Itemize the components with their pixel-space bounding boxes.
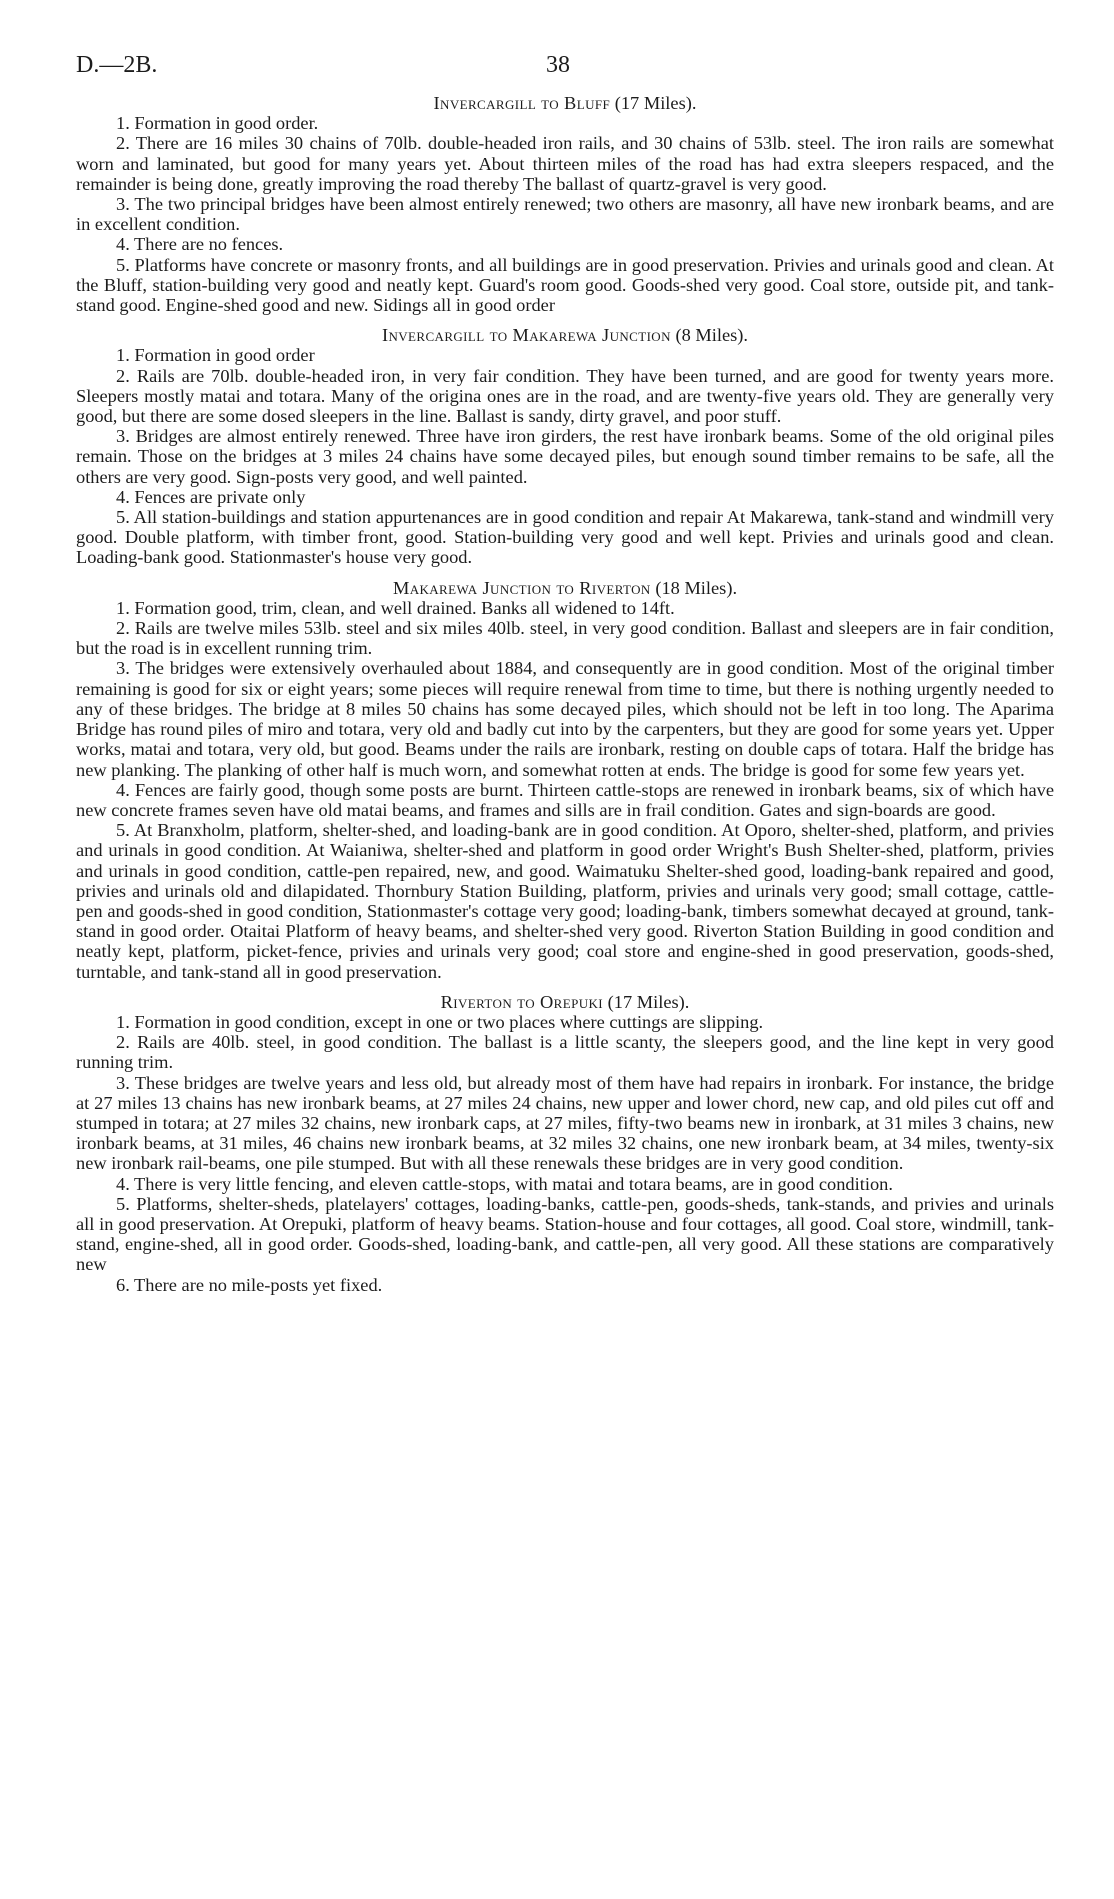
section-invercargill-bluff	[76, 93, 1054, 315]
paragraph: 1. Formation in good condition, except in one or two places where cuttings are slipping.	[116, 1011, 764, 1032]
paragraph: 1. Formation good, trim, clean, and well drained. Banks all widened to 14ft.	[116, 597, 675, 618]
section-invercargill-makarewa	[76, 325, 1054, 567]
paragraph: 2. There are 16 miles 30 chains of 70lb. double-headed iron rails, and 30 chains of 53lb. steel. The iron rails are somewhat worn and laminated, but good for many years yet. About thirteen miles of the road has had extra sleepers respaced, and the remainder is being done, greatly improving the road thereby The ballast of quartz-gravel is very good.	[76, 133, 1054, 194]
paragraph: 3. The two principal bridges have been almost entirely renewed; two others are masonry, all have new ironbark beams, and are in excellent condition.	[76, 194, 1054, 235]
page-number: 38	[546, 52, 570, 78]
section-heading: Riverton to Orepuki (17 Miles).	[440, 991, 690, 1012]
paragraph: 4. Fences are private only	[116, 486, 306, 507]
paragraph: 5. All station-buildings and station appurtenances are in good condition and repair At Makarewa, tank-stand and windmill very good. Double platform, with timber front, good. Station-building very good and well kept. Privies and urinals good and clean. Loading-bank good. Stationmaster's house very good.	[76, 507, 1054, 568]
paragraph: 4. There is very little fencing, and eleven cattle-stops, with matai and totara beams, are in good condition.	[116, 1173, 893, 1194]
paragraph: 3. Bridges are almost entirely renewed. Three have iron girders, the rest have ironbark beams. Some of the old original piles remain. Those on the bridges at 3 miles 24 chains have some decayed piles, but enough sound timber remains to be safe, all the others are very good. Sign-posts very good, and well painted.	[76, 426, 1054, 487]
paragraph: 2. Rails are 70lb. double-headed iron, in very fair condition. They have been turned, and are good for twenty years more. Sleepers mostly matai and totara. Many of the origina ones are in the road, and are twenty-five years old. They are generally very good, but there are some dosed sleepers in the line. Ballast is sandy, dirty gravel, and poor stuff.	[76, 365, 1054, 427]
section-makarewa-riverton	[76, 578, 1054, 982]
paragraph: 1. Formation in good order.	[116, 113, 319, 134]
document-reference: D.—2B.	[76, 52, 158, 78]
paragraph: 5. Platforms have concrete or masonry fronts, and all buildings are in good preservation. Privies and urinals good and clean. At the Bluff, station-building very good and neatly kept. Guard's room good. Goods-shed very good. Coal store, outside pit, and tank-stand good. Engine-shed good and new. Sidings all in good order	[76, 254, 1054, 316]
paragraph: 5. Platforms, shelter-sheds, platelayers' cottages, loading-banks, cattle-pen, goods-sheds, tank-stands, and privies and urinals all in good preservation. At Orepuki, platform of heavy beams. Station-house and four cottages, all good. Coal store, windmill, tank-stand, engine-shed, all in good order. Goods-shed, loading-bank, and cattle-pen, all very good. All these stations are comparatively new	[76, 1193, 1054, 1275]
paragraph: 3. These bridges are twelve years and less old, but already most of them have had repairs in ironbark. For instance, the bridge at 27 miles 13 chains has new ironbark beams, at 27 miles 24 chains, new upper and lower chord, new cap, and old piles cut off and stumped in totara; at 27 miles 32 chains, new ironbark caps, at 27 miles, fifty-two beams new in ironbark, at 31 miles 3 chains, new ironbark beams, at 31 miles, 46 chains new ironbark beams, at 32 miles 32 chains, one new ironbark beam, at 34 miles, twenty-six new ironbark rail-beams, one pile stumped. But with all these renewals these bridges are in very good condition.	[76, 1072, 1054, 1174]
paragraph: 2. Rails are twelve miles 53lb. steel and six miles 40lb. steel, in very good condition. Ballast and sleepers are in fair condition, but the road is in excellent running trim.	[76, 618, 1054, 659]
section-riverton-orepuki	[76, 992, 1054, 1295]
paragraph: 2. Rails are 40lb. steel, in good condition. The ballast is a little scanty, the sleepers good, and the line kept in very good running trim.	[76, 1032, 1054, 1073]
section-heading: Makarewa Junction to Riverton (18 Miles).	[392, 577, 738, 598]
paragraph: 6. There are no mile-posts yet fixed.	[116, 1274, 383, 1295]
paragraph: 4. Fences are fairly good, though some posts are burnt. Thirteen cattle-stops are renewed in ironbark beams, six of which have new concrete frames seven have old matai beams, and frames and sills are in frail condition. Gates and sign-boards are good.	[76, 779, 1054, 820]
paragraph: 4. There are no fences.	[116, 234, 284, 255]
section-heading: Invercargill to Makarewa Junction (8 Miles).	[381, 325, 749, 346]
section-heading: Invercargill to Bluff (17 Miles).	[433, 93, 697, 113]
paragraph: 3. The bridges were extensively overhauled about 1884, and consequently are in good condition. Most of the original timber remaining is good for six or eight years; some pieces will require renewal from time to time, but there is nothing urgently needed to any of these bridges. The bridge at 8 miles 50 chains has some decayed piles, which should not be left in too long. The Aparima Bridge has round piles of miro and totara, very old and badly cut into by the carpenters, but they are good for some years yet. Upper works, matai and totara, very old, but good. Beams under the rails are ironbark, resting on double caps of totara. Half the bridge has new planking. The planking of other half is much worn, and somewhat rotten at ends. The bridge is good for some few years yet.	[76, 658, 1054, 780]
paragraph: 5. At Branxholm, platform, shelter-shed, and loading-bank are in good condition. At Oporo, shelter-shed, platform, and privies and urinals in good condition. At Waianiwa, shelter-shed and platform in good order Wright's Bush Shelter-shed, platform, privies and urinals in good condition, cattle-pen repaired, new, and good. Waimatuku Shelter-shed good, loading-bank repaired and good, privies and urinals old and dilapidated. Thornbury Station Building, platform, privies and urinals very good; small cottage, cattle-pen and goods-shed in good condition, Stationmaster's cottage very good; loading-bank, timbers somewhat decayed at ground, tank-stand in good order. Otaitai Platform of heavy beams, and shelter-shed very good. Riverton Station Building in good condition and neatly kept, platform, picket-fence, privies and urinals very good; coal store and engine-shed in good preservation, goods-shed, turntable, and tank-stand all in good preservation.	[76, 820, 1054, 982]
paragraph: 1. Formation in good order	[116, 345, 315, 366]
page-header	[76, 52, 1054, 91]
